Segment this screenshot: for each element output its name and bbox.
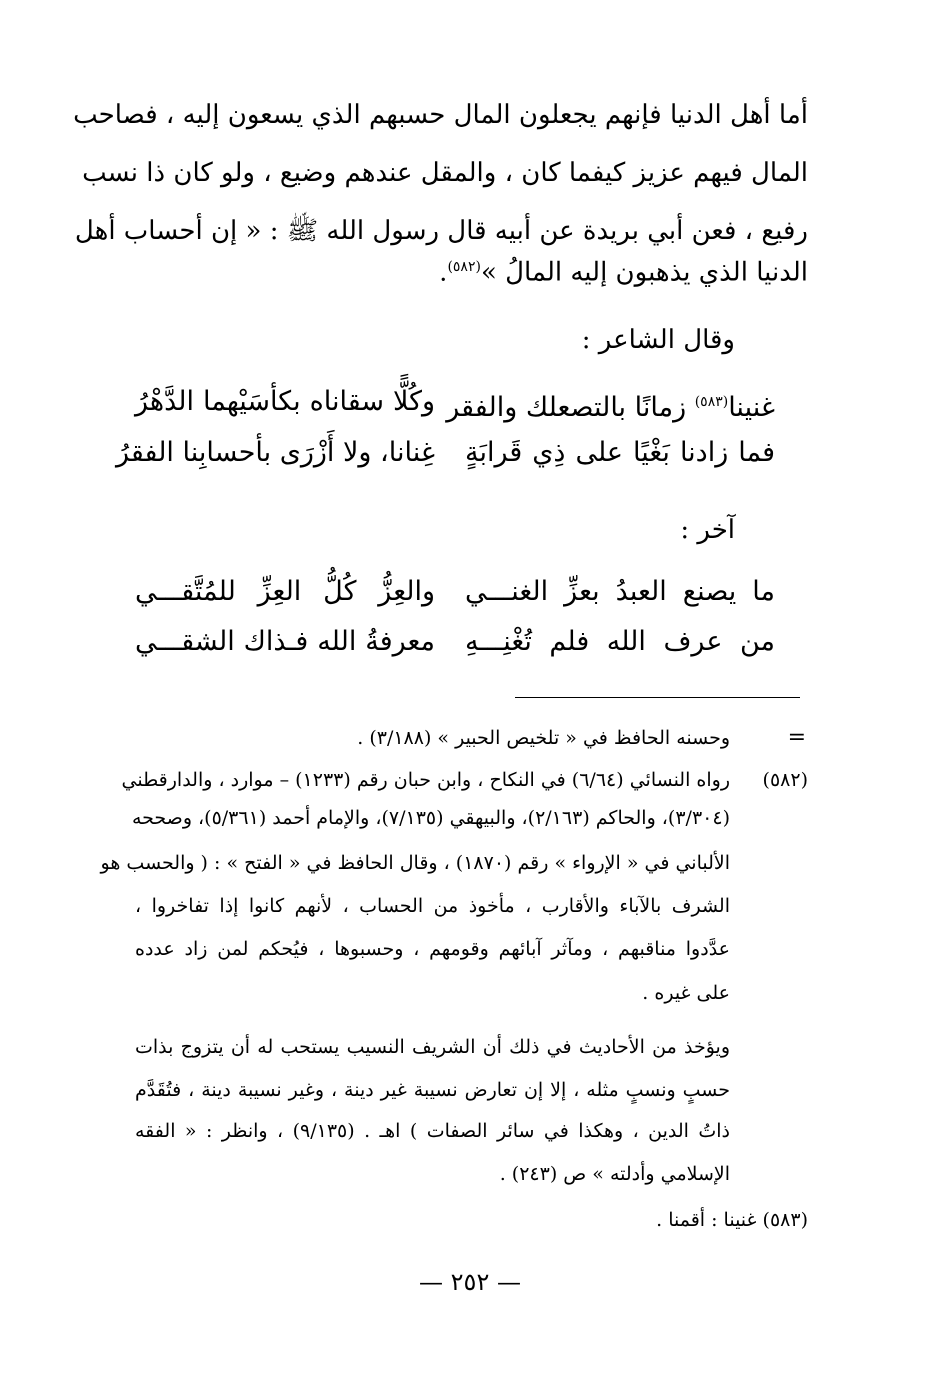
footnote-582-label: (٥٨٢) [762,769,808,791]
footnote-582-p2-line: ذاتُ الدين ، وهكذا في سائر الصفات ) اهـ . (٩/١٣٥) ، وانظر : « الفقه [135,1120,730,1142]
paragraph-last-text: الدنيا الذي يذهبون إليه المالُ » [480,257,808,288]
poem1-verse1-first-hemistich [446,382,775,428]
paragraph-line: رفيع ، فعن أبي بريدة عن أبيه قال رسول الله ﷺ : « إن أحساب أهل [74,216,808,246]
poem2-verse2-first-hemistich: من عرف الله فلم تُغْنِـــهِ [465,626,775,657]
footnote-582-p2-line: حسبٍ ونسبٍ مثله ، إلا إن تعارض نسيبة غير دينة ، وغير نسيبة دينة ، فتُقَدَّم [135,1079,730,1101]
page-number: — ٢٥٢ — [419,1268,521,1296]
paragraph-last-period: . [439,257,448,288]
poem1-verse2-second-hemistich: غِنانا، ولا أَزْرَى بأحسابِنا الفقرُ [115,437,435,468]
other-poet-intro: آخر : [680,515,735,545]
footnote-582-line: عدَّدوا مناقبهم ، ومآثر آبائهم وقومهم ، وحسبوها ، فيُحكم لمن زاد عدده [135,938,730,960]
footnote-583 [656,1203,808,1237]
footnote-582-line: الألباني في « الإرواء » رقم (١٨٧٠) ، وقال الحافظ في « الفتح » : ( والحسب هو [100,852,730,874]
paragraph-line: المال فيهم عزيز كيفما كان ، والمقل عندهم وضيع ، ولو كان ذا نسب [82,158,808,188]
footnote-ref-583: (٥٨٣) [694,394,729,410]
poem2-verse1-first-hemistich: ما يصنع العبدُ بعزِّ الغنـــي [465,576,775,607]
poem1-verse1-second-hemistich: وكُلًّا سقاناه بكأسَيْهما الدَّهْرُ [135,386,435,417]
footnote-582-p2-line: ويؤخذ من الأحاديث في ذلك أن الشريف النسيب يستحب له أن يتزوج بذات [135,1036,730,1058]
poem2-verse2-second-hemistich: معرفةُ الله فـذاك الشقـــي [135,626,435,657]
footnote-582-line: الشرف بالآباء والأقارب ، مأخوذ من الحساب ، لأنهم كانوا إذا تفاخروا ، [135,895,730,917]
poem1-rest: زمانًا بالتصعلك والفقر [446,392,695,423]
poet-intro: وقال الشاعر : [581,325,735,355]
poem1-verse2-first-hemistich: فما زادنا بَغْيًا على ذِي قَرابَةٍ [465,437,775,468]
footnote-582-line: (٣/٣٠٤)، والحاكم (٢/١٦٣)، والبيهقي (٧/١٣٥)، والإمام أحمد (٥/٣٦١)، وصححه [131,807,730,829]
paragraph-line: أما أهل الدنيا فإنهم يجعلون المال حسبهم الذي يسعون إليه ، فصاحب [73,100,808,130]
poem2-verse1-second-hemistich: والعِزُّ كُلُّ العِزِّ للمُتَّقـــي [135,576,435,607]
footnote-582-line-end: على غيره . [642,982,730,1004]
footnote-ref-582: (٥٨٢) [447,259,481,275]
paragraph-last-line [439,247,808,293]
footnote-583-text: غنينا : أقمنا . [656,1209,757,1231]
footnote-separator [515,697,800,698]
footnote-continuation-mark: = [787,725,806,750]
footnote-583-label: (٥٨٣) [762,1209,808,1231]
footnote-582-line: رواه النسائي (٦/٦٤) في النكاح ، وابن حبان رقم (١٢٣٣) – موارد ، والدارقطني [121,769,730,791]
poem1-word: غنينا [728,392,775,423]
footnote-582-p2-end: الإسلامي وأدلته » ص (٢٤٣) . [499,1163,730,1185]
footnote-continuation-line: وحسنه الحافظ في « تلخيص الحبير » (٣/١٨٨) . [357,727,730,749]
